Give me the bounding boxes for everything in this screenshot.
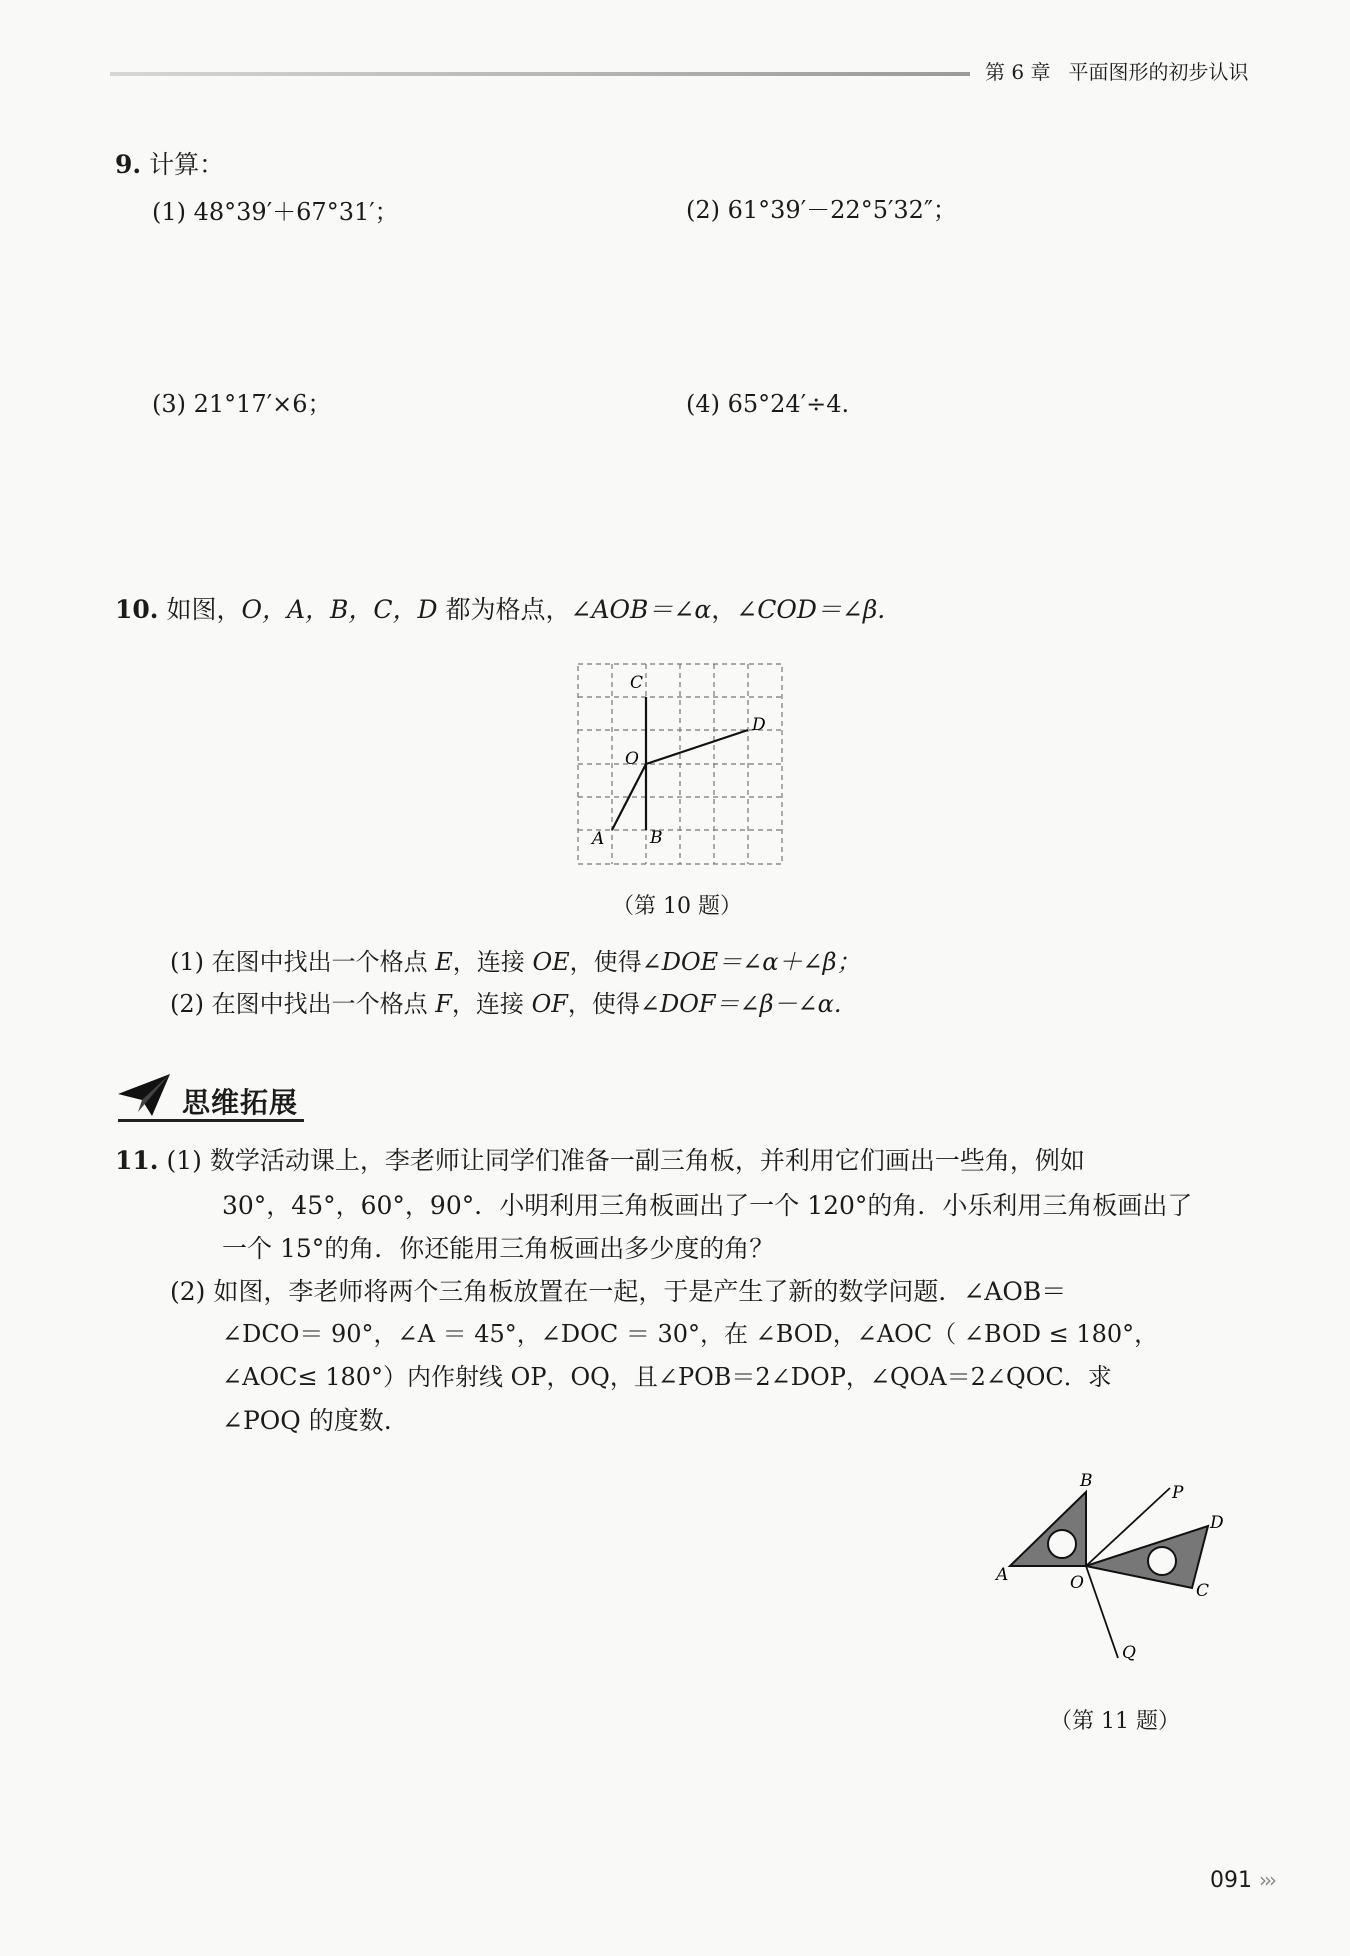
q10-grid-figure — [570, 658, 790, 870]
paper-plane-icon — [116, 1072, 172, 1118]
q10-sub-1: (1) 在图中找出一个格点 E，连接 OE，使得∠DOE＝∠α＋∠β； — [170, 948, 861, 976]
section-underline — [118, 1119, 304, 1122]
chapter-label: 第 6 章 — [985, 60, 1051, 84]
q10-caption: （第 10 题） — [612, 894, 742, 919]
q11-part-1-line-1: 11. (1) 数学活动课上，李老师让同学们准备一副三角板，并利用它们画出一些角，例如 — [115, 1146, 1085, 1175]
q10-sub-2: (2) 在图中找出一个格点 F，连接 OF，使得∠DOF＝∠β－∠α. — [170, 990, 842, 1018]
q11-label-o: O — [1070, 1573, 1084, 1593]
q11-label-q: Q — [1122, 1643, 1136, 1663]
section-title: 思维拓展 — [182, 1086, 299, 1119]
q11-part-1-line-3: 一个 15°的角．你还能用三角板画出多少度的角？ — [222, 1234, 775, 1263]
q11-ray-oq — [1086, 1566, 1118, 1658]
q9-part-2: (2) 61°39′－22°5′32″； — [686, 196, 957, 224]
q10-label-b: B — [650, 828, 663, 848]
q11-label-c: C — [1196, 1581, 1210, 1601]
q10-ray-od — [646, 730, 748, 764]
q9-part-3: (3) 21°17′×6； — [152, 390, 332, 418]
q11-triangles-figure — [990, 1462, 1230, 1672]
q11-label-p: P — [1172, 1483, 1184, 1503]
q11-triangle-doc — [1086, 1526, 1208, 1588]
q9-part-4: (4) 65°24′÷4. — [686, 390, 850, 418]
q11-part-2-line-3: ∠AOC≤ 180°）内作射线 OP，OQ，且∠POB＝2∠DOP，∠QOA＝2∠QOC．求 — [222, 1363, 1112, 1391]
q10-label-d: D — [752, 715, 766, 735]
page-number: 091 ››› — [1210, 1868, 1274, 1893]
q11-part-1-line-2: 30°，45°，60°，90°．小明利用三角板画出了一个 120°的角．小乐利用三角板画出了 — [222, 1191, 1193, 1220]
q11-label-a: A — [996, 1565, 1009, 1585]
q10-label-a: A — [592, 829, 605, 849]
q11-label-d: D — [1210, 1513, 1224, 1533]
q11-triangle-aob — [1010, 1492, 1086, 1566]
q11-caption: （第 11 题） — [1050, 1709, 1180, 1734]
chevron-right-icon: ››› — [1259, 1868, 1274, 1892]
q11-part-2-line-2: ∠DCO＝ 90°，∠A ＝ 45°，∠DOC ＝ 30°，在 ∠BOD，∠AOC（ ∠BOD ≤ 180°， — [222, 1320, 1159, 1348]
header-rule — [110, 72, 970, 76]
q10-label-c: C — [630, 673, 644, 693]
chapter-title: 平面图形的初步认识 — [1068, 60, 1249, 84]
q9-part-1: (1) 48°39′＋67°31′； — [152, 198, 399, 226]
question-10-stem: 10. 如图，O，A，B，C，D 都为格点，∠AOB＝∠α，∠COD＝∠β. — [115, 595, 886, 624]
q11-part-2-line-1: (2) 如图，李老师将两个三角板放置在一起，于是产生了新的数学问题．∠AOB＝ — [170, 1277, 1067, 1306]
question-9-title: 9. 计算： — [115, 150, 225, 179]
q11-triangle-hole-2 — [1148, 1547, 1176, 1575]
q10-grid — [578, 664, 782, 864]
q11-part-2-line-4: ∠POQ 的度数. — [222, 1406, 392, 1435]
q11-label-b: B — [1080, 1471, 1093, 1491]
q10-label-o: O — [625, 749, 639, 769]
q11-triangle-hole-1 — [1048, 1530, 1076, 1558]
running-header — [985, 56, 1248, 85]
